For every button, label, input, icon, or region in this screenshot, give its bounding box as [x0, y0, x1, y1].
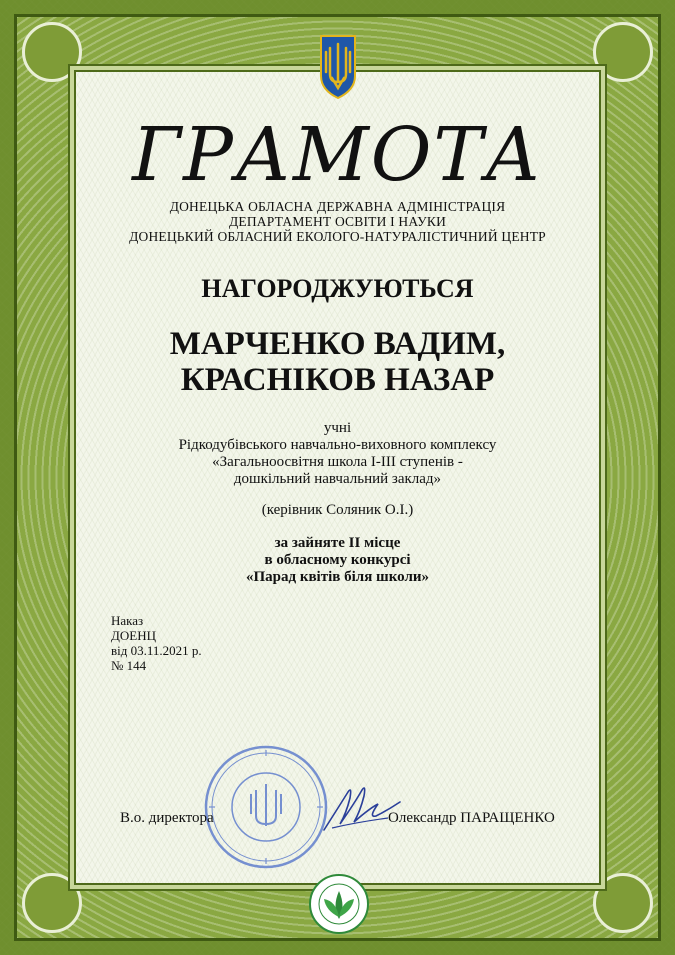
awarded-heading: НАГОРОДЖУЮТЬСЯ — [201, 274, 474, 303]
signatory-role: В.о. директора — [120, 810, 214, 826]
issuer-line: ДОНЕЦЬКА ОБЛАСНА ДЕРЖАВНА АДМІНІСТРАЦІЯ — [169, 199, 506, 214]
signature — [318, 778, 404, 840]
recipient-name: МАРЧЕНКО ВАДИМ, — [169, 326, 506, 362]
certificate-title: ГРАМОТА — [132, 112, 543, 198]
reason-line: в обласному конкурсі — [264, 552, 411, 568]
ukraine-trident-icon — [318, 34, 358, 100]
order-line: ДОЕНЦ — [111, 628, 156, 643]
students-line: учні — [323, 420, 352, 436]
reason-line: за зайняте ІІ місце — [274, 535, 401, 551]
eco-center-logo — [308, 873, 370, 935]
round-stamp — [203, 744, 329, 870]
reason-line: «Парад квітів біля школи» — [245, 569, 430, 585]
signatory-name: Олександр ПАРАЩЕНКО — [388, 810, 555, 826]
order-line: Наказ — [111, 613, 144, 628]
supervisor: (керівник Соляник О.І.) — [261, 502, 414, 518]
students-line: дошкільний навчальний заклад» — [233, 471, 442, 487]
order-line: від 03.11.2021 р. — [111, 643, 202, 658]
students-line: «Загальноосвітня школа І-ІІІ ступенів - — [212, 454, 463, 470]
issuer-line: ДЕПАРТАМЕНТ ОСВІТИ І НАУКИ — [228, 214, 447, 229]
issuer-line: ДОНЕЦЬКИЙ ОБЛАСНИЙ ЕКОЛОГО-НАТУРАЛІСТИЧНИЙ ЦЕНТР — [129, 229, 546, 244]
students-line: Рідкодубівського навчально-виховного комплексу — [178, 437, 497, 453]
recipient-name: КРАСНІКОВ НАЗАР — [180, 362, 495, 398]
order-line: № 144 — [111, 658, 147, 673]
